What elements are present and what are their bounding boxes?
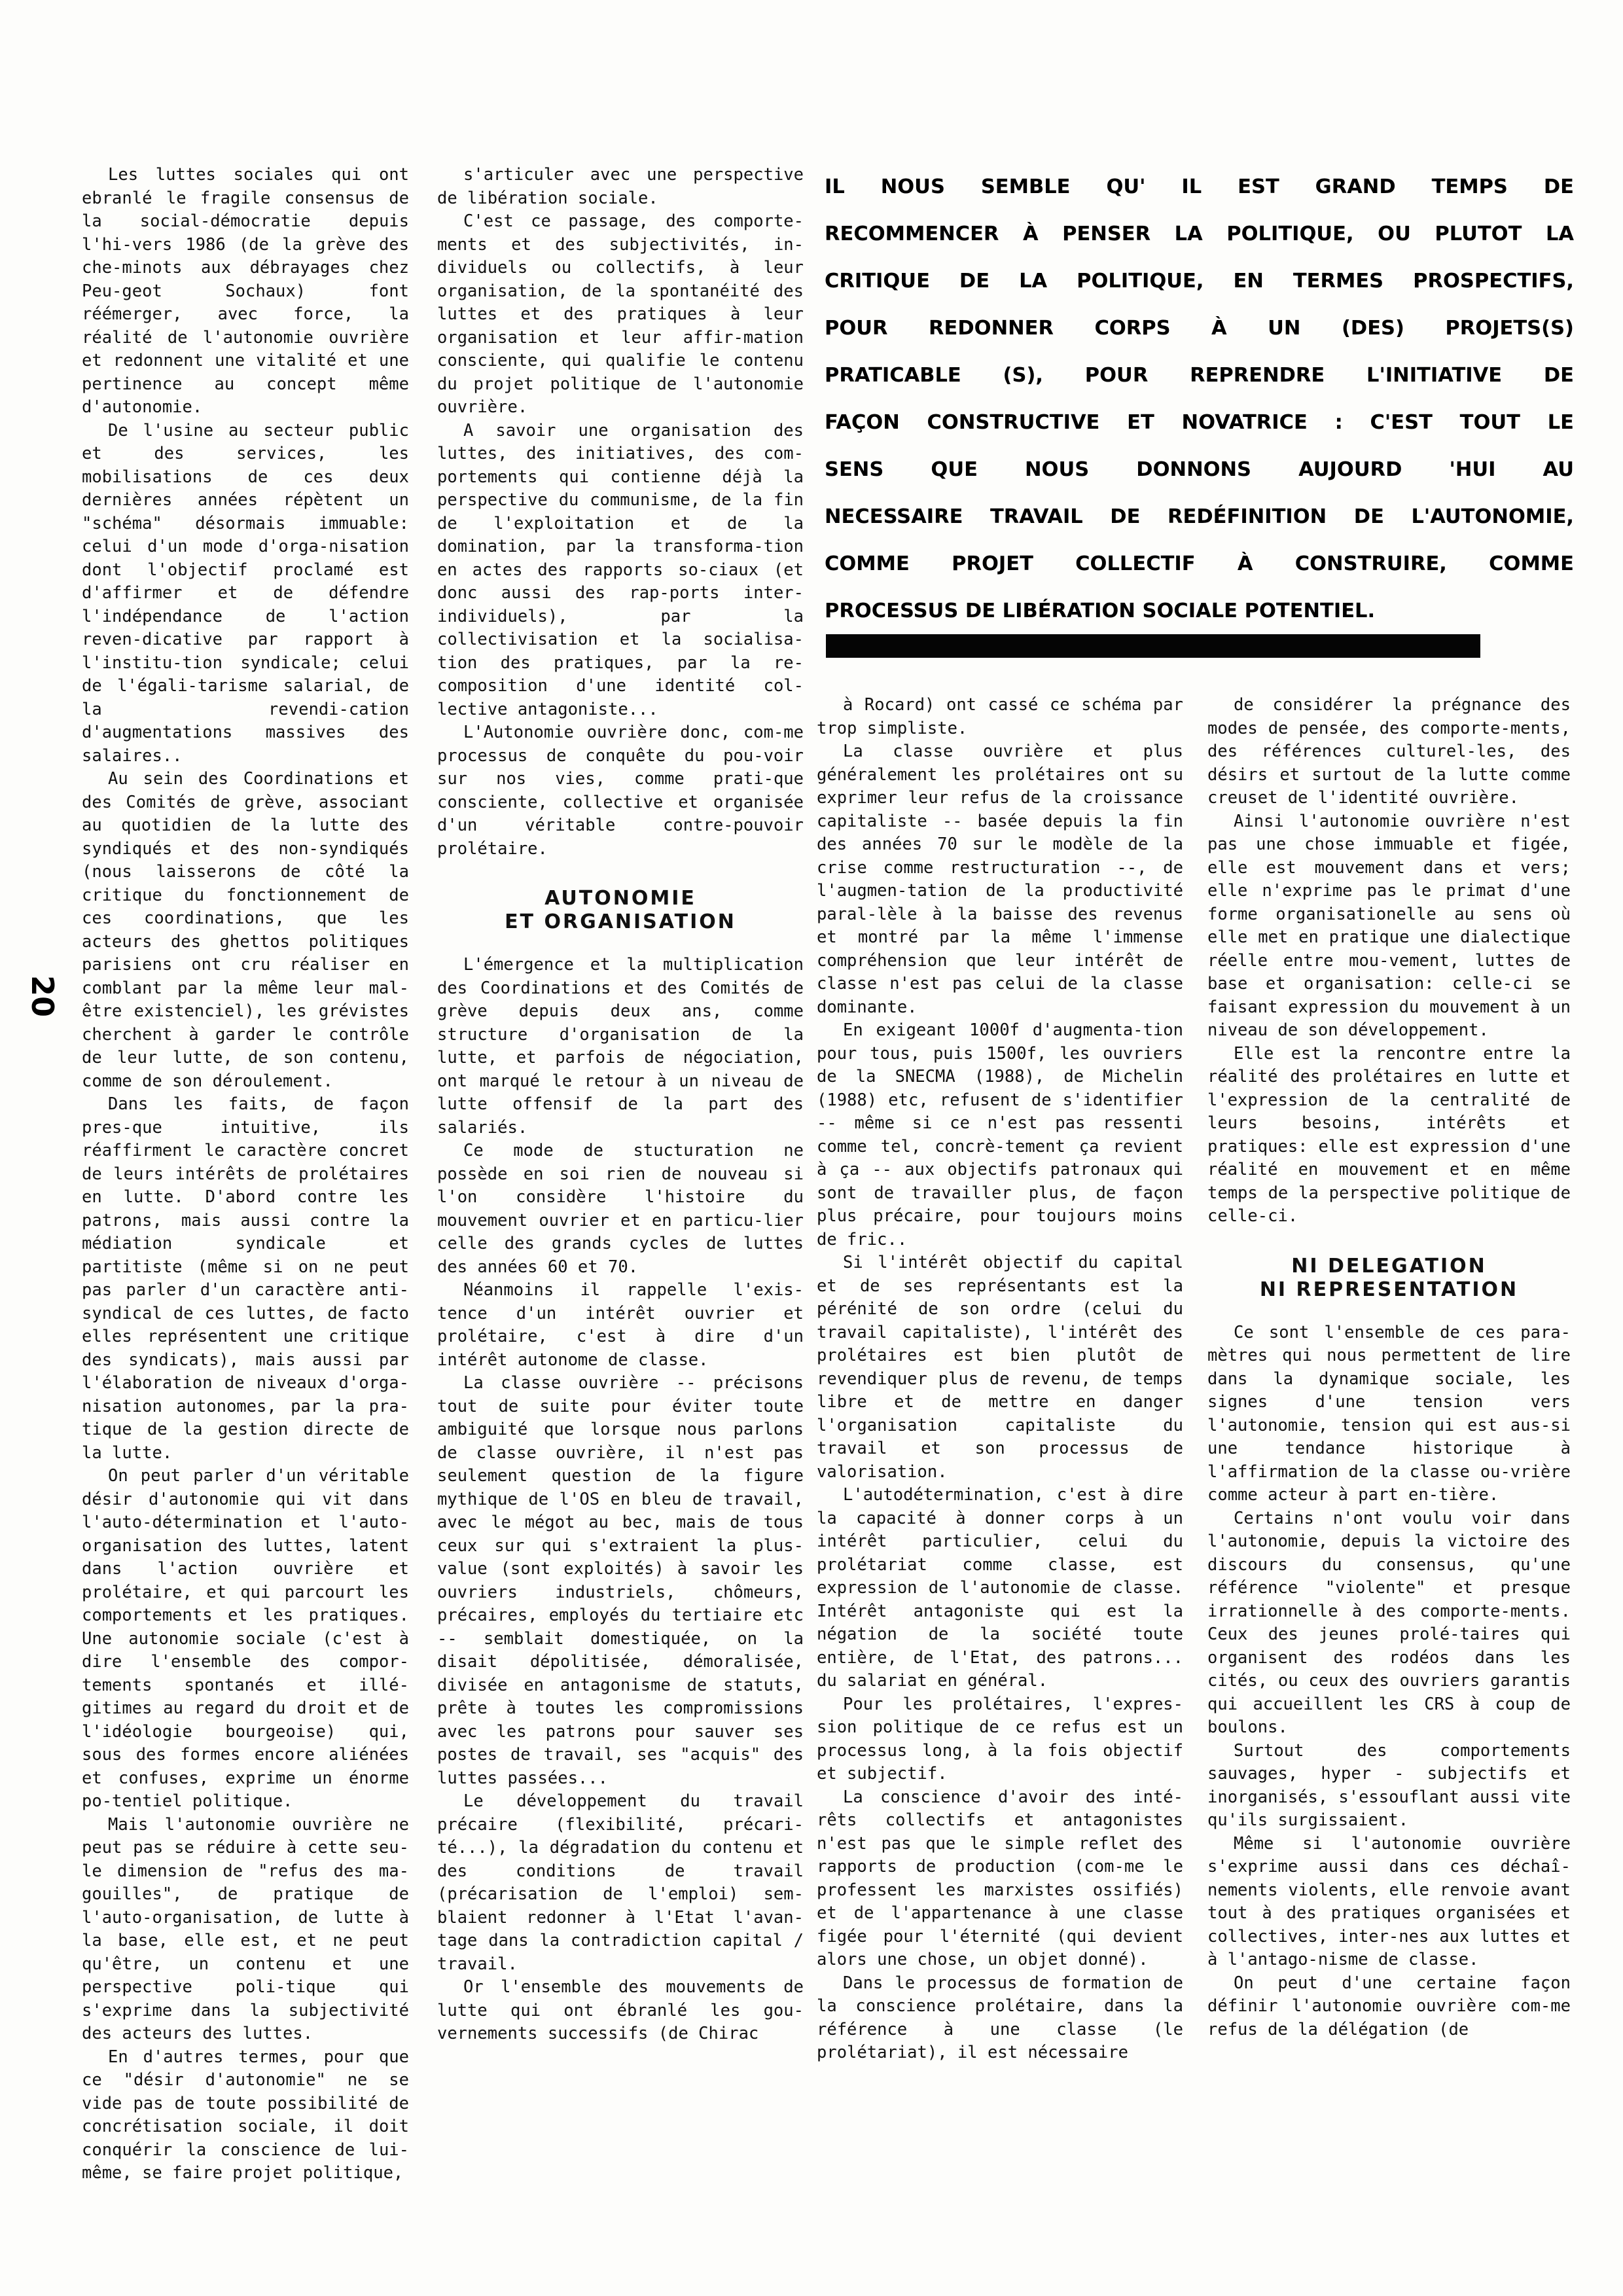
- paragraph: L'Autonomie ouvrière donc, com-me processus de conquête du pou-voir sur nos vies, comme prati-que consciente, collective et organisée d'un véritable contre-pouvoir prolétaire.: [437, 723, 804, 859]
- paragraph: Certains n'ont voulu voir dans l'autonomie, depuis la victoire des discours du consensus, qu'une référence "violente" et presque irrationnelle à des comporte-ments. Ceux des jeunes prolé-taires qui organisent des rodéos dans les cités, ou ceux des ouvriers garantis qui accueillent les CRS à coup de boulons.: [1207, 1508, 1571, 1737]
- headline-line: PRATICABLE (S), POUR REPRENDRE L'INITIATIVE DE: [825, 364, 1574, 387]
- paragraph: L'émergence et la multiplication des Coordinations et des Comités de grève depuis deux ans, comme structure d'organisation de la lutte, et parfois de négociation, ont marqué le retour à un niveau de lutte offensif de la part des salariés.: [437, 955, 804, 1138]
- headline-line: FAÇON CONSTRUCTIVE ET NOVATRICE : C'EST TOUT LE: [825, 411, 1574, 434]
- heading-line: NI DELEGATION: [1291, 1254, 1487, 1278]
- paragraph: A savoir une organisation des luttes, des initiatives, des com-portements qui contienne déjà la perspective du communisme, de la fin de l'exploitation et de la domination, par la transforma-tion en actes des rapports so-ciaux (et donc aussi des rap-ports inter-individuels), par la collectivisation et la socialisa-tion des pratiques, par la re-composition d'une identité col-lective antagoniste...: [437, 420, 804, 719]
- paragraph: Si l'intérêt objectif du capital et de ses représentants est la pérénité de son ordre (celui du travail capitaliste), l'intérêt des prolétaires est bien plutôt de revendiquer plus de revenu, de temps libre et de mettre en danger l'organisation capitaliste du travail et son processus de valorisation.: [817, 1253, 1183, 1482]
- paragraph: La conscience d'avoir des inté-rêts collectifs et antagonistes n'est pas que le simple reflet des rapports de production (com-me le professent les marxistes ossifiés) et de l'appartenance à une classe figée pour l'éternité (qui devient alors une chose, un objet donné).: [817, 1787, 1183, 1969]
- headline-block: [825, 164, 1574, 635]
- headline-line: IL NOUS SEMBLE QU' IL EST GRAND TEMPS DE: [825, 175, 1574, 198]
- headline-line: NECESSAIRE TRAVAIL DE REDÉFINITION DE L'AUTONOMIE,: [825, 505, 1574, 528]
- paragraph: La classe ouvrière -- précisons tout de suite pour éviter toute ambiguité que lorsque nous parlons de classe ouvrière, il n'est pas seulement question de la figure mythique de l'OS en bleu de travail, avec le mégot au bec, mais de tous ceux sur qui s'extraient la plus-value (sont exploités) à savoir les ouvriers industriels, chômeurs, précaires, employés du tertiaire etc -- semblait domestiquée, on la disait dépolitisée, démoralisée, divisée en antagonisme de statuts, prête à toutes les compromissions avec les patrons pour sauver ses postes de travail, ses "acquis" des luttes passées...: [437, 1373, 804, 1788]
- paragraph: Même si l'autonomie ouvrière s'exprime aussi dans ces déchaî-nements violents, elle renvoie avant tout à des pratiques organisées et collectives, inter-nes aux luttes et à l'antago-nisme de classe.: [1207, 1833, 1571, 1969]
- paragraph: de considérer la prégnance des modes de pensée, des comporte-ments, des références culturel-les, des désirs et surtout de la lutte comme creuset de l'identité ouvrière.: [1207, 695, 1571, 808]
- text-column-2: [437, 164, 804, 2046]
- paragraph: Elle est la rencontre entre la réalité des prolétaires en lutte et l'expression de la centralité de leurs besoins, intérêts et pratiques: elle est expression d'une réalité en mouvement et en même temps de la perspective politique de celle-ci.: [1207, 1043, 1571, 1226]
- paragraph: On peut parler d'un véritable désir d'autonomie qui vit dans l'auto-détermination et l'auto-organisation des luttes, latent dans l'action ouvrière et prolétaire, et qui parcourt les comportements et les pratiques. Une autonomie sociale (c'est à dire l'ensemble des compor-tements spontanés et illé-gitimes au regard du droit et de l'idéologie bourgeoise) qui, sous des formes encore aliénées et confuses, exprime un énorme po-tentiel politique.: [82, 1466, 409, 1811]
- heading-line: ET ORGANISATION: [505, 910, 736, 933]
- text-column-4: [1207, 694, 1571, 2041]
- text-column-1: [82, 164, 409, 2185]
- paragraph: Surtout des comportements sauvages, hyper - subjectifs et inorganisés, s'essouflant aussi vite qu'ils surgissaient.: [1207, 1740, 1571, 1830]
- section-heading-delegation: [1207, 1255, 1571, 1302]
- paragraph: Pour les prolétaires, l'expres-sion politique de ce refus est un processus long, à la fois objectif et subjectif.: [817, 1694, 1183, 1784]
- paragraph: Ce mode de stucturation ne possède en soi rien de nouveau si l'on considère l'histoire du mouvement ouvrier et en particu-lier celle des grands cycles de luttes des années 60 et 70.: [437, 1141, 804, 1277]
- paragraph: On peut d'une certaine façon définir l'autonomie ouvrière com-me refus de la délégation (de: [1207, 1973, 1571, 2039]
- paragraph: La classe ouvrière et plus généralement les prolétaires ont su exprimer leur refus de la croissance capitaliste -- basée depuis la fin des années 70 sur le modèle de la crise comme restructuration --, de l'augmen-tation de la productivité paral-lèle à la baisse des revenus et montré par la même l'immense compréhension que leur intérêt de classe n'est pas celui de la classe dominante.: [817, 742, 1183, 1017]
- section-heading-autonomie: [437, 887, 804, 934]
- paragraph: s'articuler avec une perspective de libération sociale.: [437, 165, 804, 208]
- page-number: 20: [25, 975, 60, 1018]
- paragraph: Les luttes sociales qui ont ebranlé le fragile consensus de la social-démocratie depuis l'hi-vers 1986 (de la grève des che-minots aux débrayages chez Peu-geot Sochaux) font réémerger, avec force, la réalité de l'autonomie ouvrière et redonnent une vitalité et une pertinence au concept même d'autonomie.: [82, 165, 409, 417]
- paragraph: Néanmoins il rappelle l'exis-tence d'un intérêt ouvrier et prolétaire, c'est à dire d'un intérêt autonome de classe.: [437, 1280, 804, 1370]
- heading-line: NI REPRESENTATION: [1259, 1278, 1519, 1301]
- text-column-3: [817, 694, 1183, 2065]
- paragraph: Ce sont l'ensemble de ces para-mètres qui nous permettent de lire dans la dynamique sociale, les signes d'une tension vers l'autonomie, tension qui est aus-si une tendance historique à l'affirmation de la classe ou-vrière comme acteur à part en-tière.: [1207, 1322, 1571, 1505]
- paragraph: Dans les faits, de façon pres-que intuitive, ils réaffirment le caractère concret de leurs intérêts de prolétaires en lutte. D'abord contre les patrons, mais aussi contre la médiation syndicale et partitiste (même si on ne peut pas parler d'un caractère anti-syndical de ces luttes, de facto elles représentent une critique des syndicats), mais aussi par l'élaboration de niveaux d'orga-nisation autonomes, par la pra-tique de la gestion directe de la lutte.: [82, 1094, 409, 1463]
- headline-line: COMME PROJET COLLECTIF À CONSTRUIRE, COMME: [825, 552, 1574, 575]
- paragraph: C'est ce passage, des comporte-ments et des subjectivités, in-dividuels ou collectifs, à leur organisation, de la spontanéité des luttes et des pratiques à leur organisation et leur affir-mation consciente, qui qualifie le contenu du projet politique de l'autonomie ouvrière.: [437, 211, 804, 417]
- paragraph: En exigeant 1000f d'augmenta-tion pour tous, puis 1500f, les ouvriers de la SNECMA (1988), de Michelin (1988) etc, refusent de s'identifier -- même si ce n'est pas ressenti comme tel, concrè-tement ça revient à ça -- aux objectifs patronaux qui sont de travailler plus, de façon plus précaire, pour toujours moins de fric..: [817, 1020, 1183, 1249]
- paragraph: Au sein des Coordinations et des Comités de grève, associant au quotidien de la lutte des syndiqués et des non-syndiqués (nous laisserons de côté la critique du fonctionnement de ces coordinations, que les acteurs des ghettos politiques parisiens ont cru réaliser en comblant par la même leur mal-être existenciel), les grévistes cherchent à garder le contrôle de leur lutte, de son contenu, comme de son déroulement.: [82, 769, 409, 1091]
- headline-line: CRITIQUE DE LA POLITIQUE, EN TERMES PROSPECTIFS,: [825, 270, 1574, 293]
- paragraph: L'autodétermination, c'est à dire la capacité à donner corps à un intérêt particulier, celui du prolétariat comme classe, est expression de l'autonomie de classe. Intérêt antagoniste qui est la négation de la société toute entière, de l'Etat, des patrons... du salariat en général.: [817, 1485, 1183, 1691]
- paragraph: Or l'ensemble des mouvements de lutte qui ont ébranlé les gou-vernements successifs (de Chirac: [437, 1977, 804, 2043]
- headline-line: RECOMMENCER À PENSER LA POLITIQUE, OU PLUTOT LA: [825, 223, 1574, 245]
- paragraph: Le développement du travail précaire (flexibilité, précari-té...), la dégradation du contenu et des conditions de travail (précarisation de l'emploi) sem-blaient redonner à l'Etat l'avan-tage dans la contradiction capital / travail.: [437, 1791, 804, 1974]
- paragraph: Ainsi l'autonomie ouvrière n'est pas une chose immuable et figée, elle est mouvement dans et vers; elle n'exprime pas le primat d'une forme organisationelle au sens où elle met en pratique une dialectique réelle entre mou-vement, luttes de base et organisation: celle-ci se faisant expression du mouvement à un niveau de son développement.: [1207, 811, 1571, 1040]
- headline-line: SENS QUE NOUS DONNONS AUJOURD 'HUI AU: [825, 458, 1574, 481]
- black-divider-bar: [826, 634, 1480, 658]
- paragraph: Mais l'autonomie ouvrière ne peut pas se réduire à cette seu-le dimension de "refus des ma-gouilles", de pratique de l'auto-organisation, de lutte à la base, elle est, et ne peut qu'être, un contenu et une perspective poli-tique qui s'exprime dans la subjectivité des acteurs des luttes.: [82, 1814, 409, 2043]
- heading-line: AUTONOMIE: [544, 887, 696, 910]
- paragraph: En d'autres termes, pour que ce "désir d'autonomie" ne se vide pas de toute possibilité de concrétisation sociale, il doit conquérir la conscience de lui-même, se faire projet politique,: [82, 2047, 409, 2183]
- paragraph: De l'usine au secteur public et des services, les mobilisations de ces deux dernières années répètent un "schéma" désormais immuable: celui d'un mode d'orga-nisation dont l'objectif proclamé est d'affirmer et de défendre l'indépendance de l'action reven-dicative par rapport à l'institu-tion syndicale; celui de l'égali-tarisme salarial, de la revendi-cation d'augmentations massives des salaires..: [82, 420, 409, 766]
- paragraph: Dans le processus de formation de la conscience prolétaire, dans la référence à une classe (le prolétariat), il est nécessaire: [817, 1973, 1183, 2062]
- paragraph: à Rocard) ont cassé ce schéma par trop simpliste.: [817, 695, 1183, 738]
- headline-line: POUR REDONNER CORPS À UN (DES) PROJETS(S): [825, 317, 1574, 340]
- headline-line: PROCESSUS DE LIBÉRATION SOCIALE POTENTIEL.: [825, 600, 1376, 622]
